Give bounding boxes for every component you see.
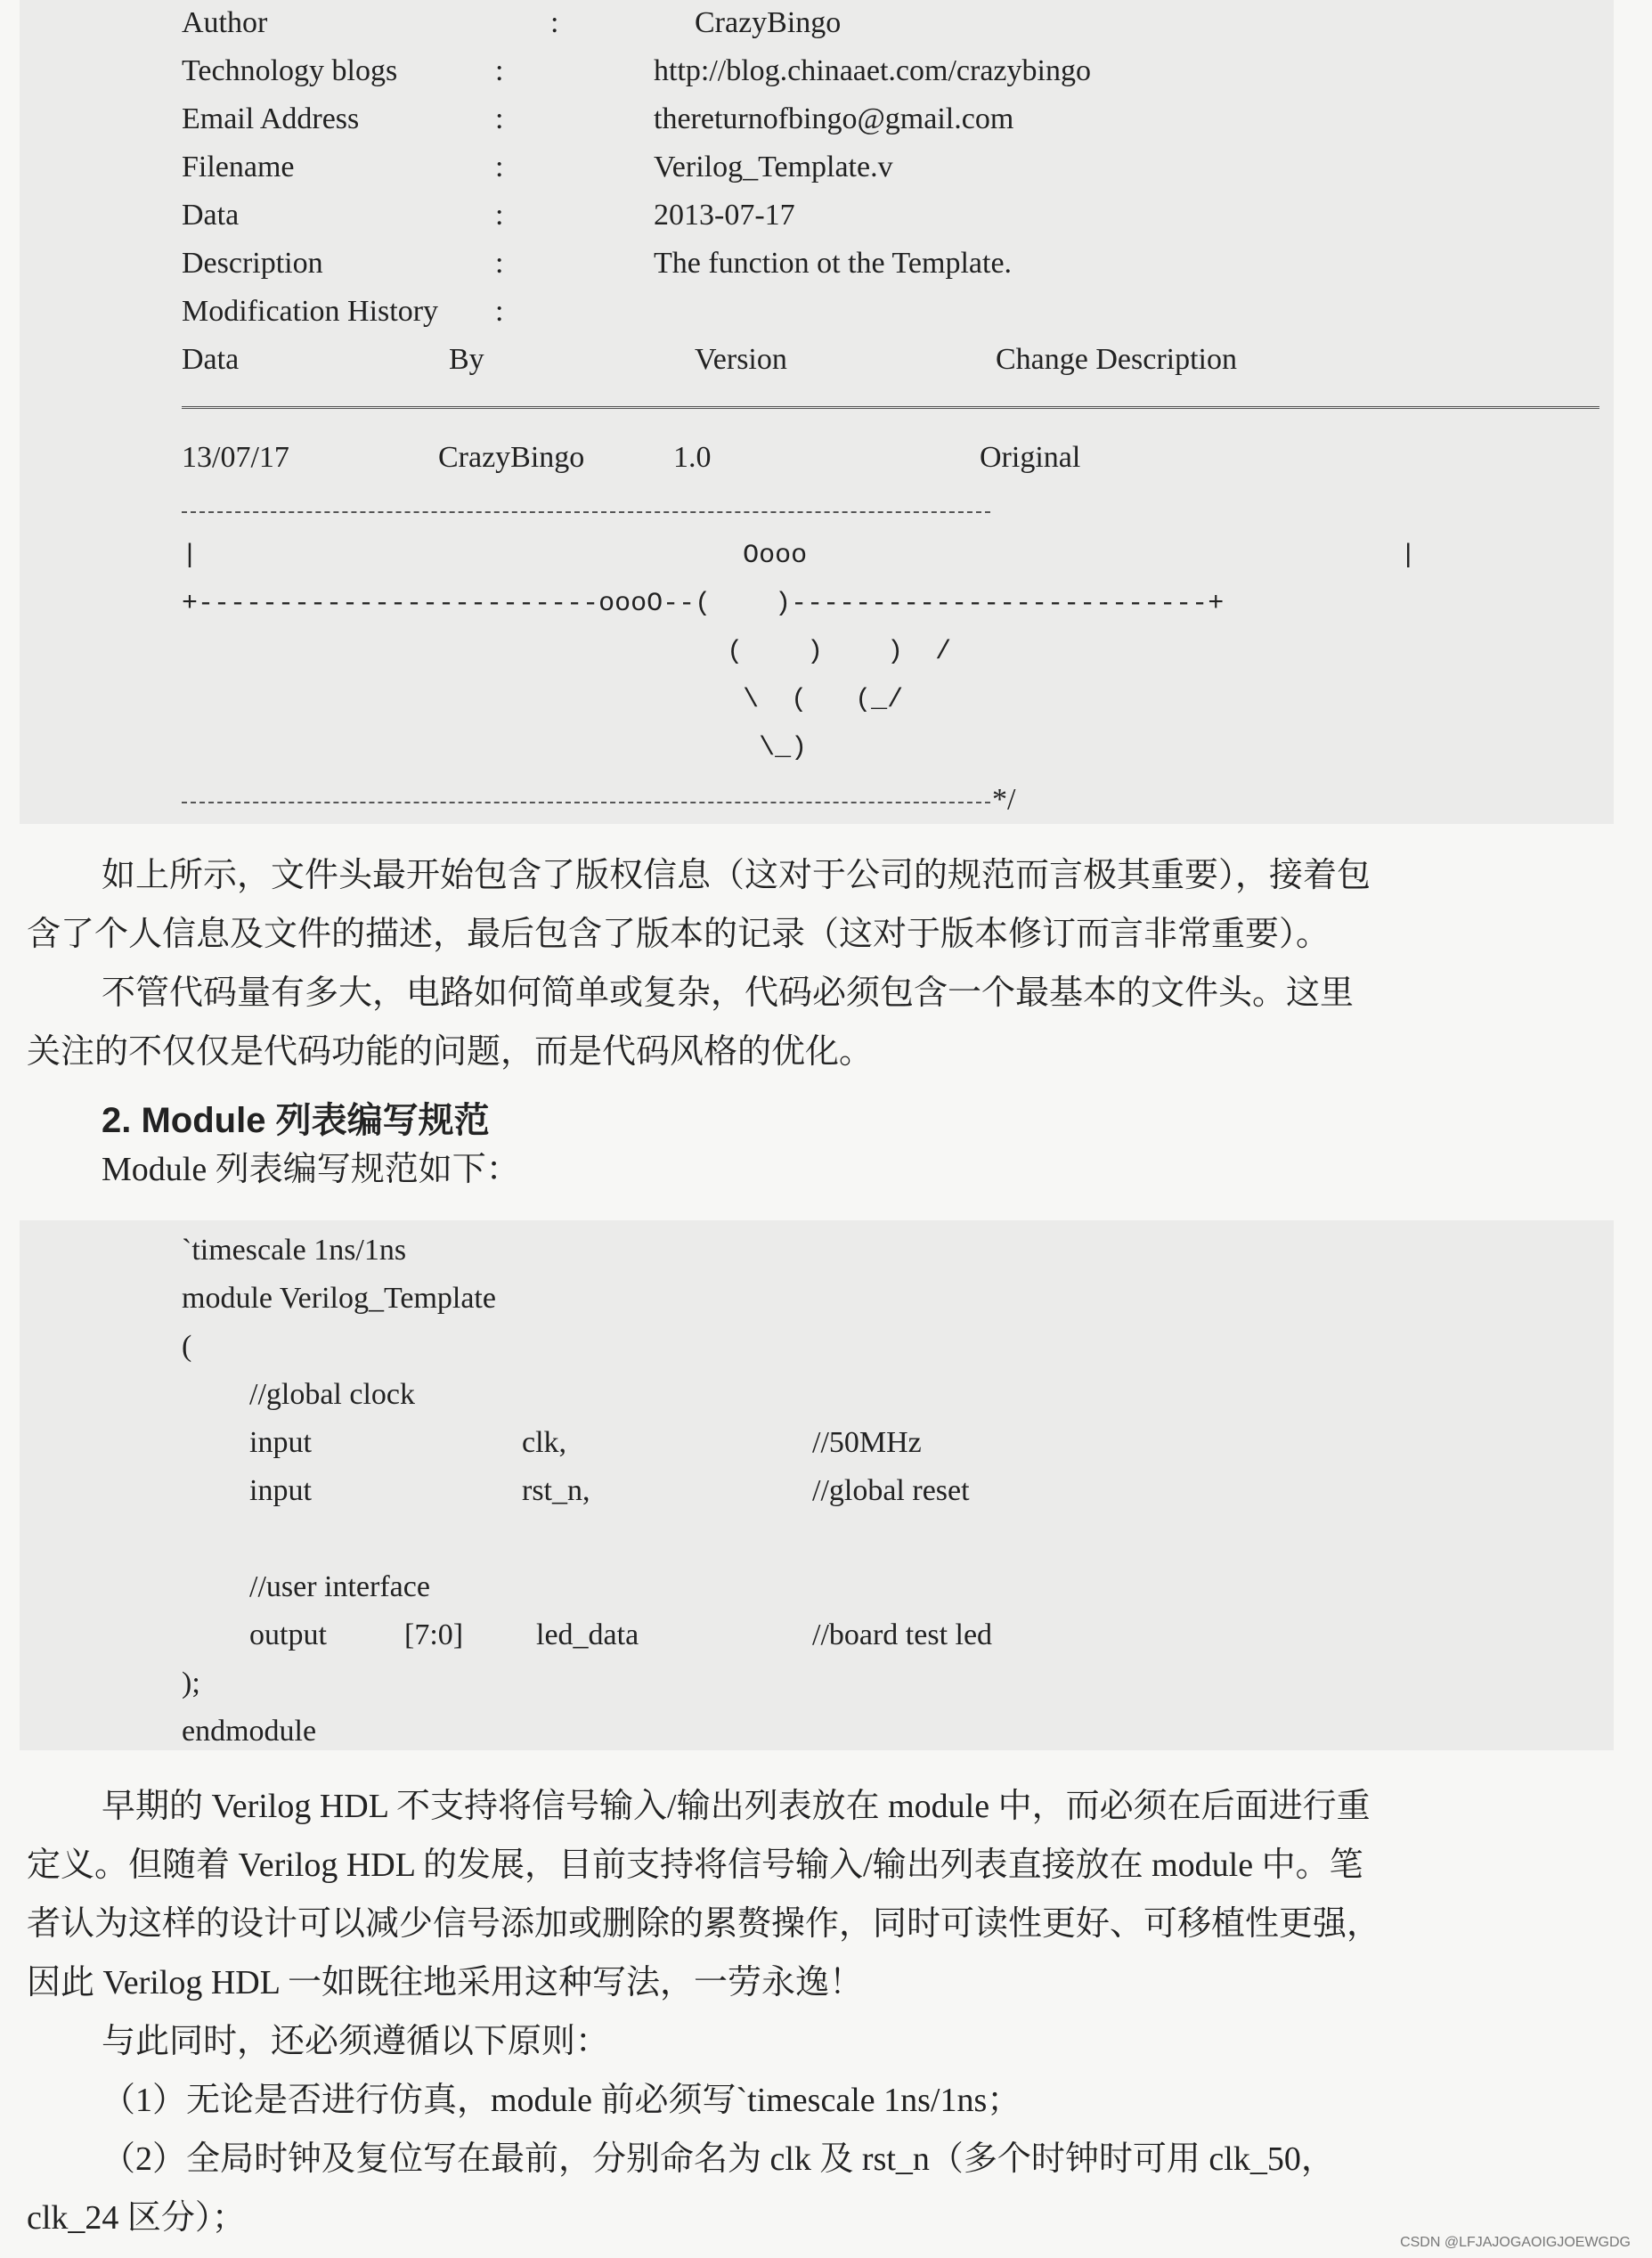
code-port-width: [7:0] bbox=[404, 1618, 464, 1651]
history-cell-date: 13/07/17 bbox=[182, 441, 289, 474]
code-port-name: rst_n, bbox=[522, 1474, 590, 1507]
field-label-data: Data bbox=[182, 199, 240, 232]
code-close-paren: ); bbox=[182, 1667, 200, 1700]
code-port-comment: //50MHz bbox=[812, 1426, 922, 1459]
history-cell-author: CrazyBingo bbox=[438, 441, 585, 474]
code-comment-global: //global clock bbox=[249, 1378, 416, 1411]
code-endmodule: endmodule bbox=[182, 1715, 317, 1748]
code-port-dir: output bbox=[249, 1618, 327, 1651]
history-header-data: Data bbox=[182, 343, 240, 376]
dashed-rule bbox=[182, 511, 990, 513]
history-cell-version: 1.0 bbox=[673, 441, 712, 474]
code-port-comment: //global reset bbox=[812, 1474, 970, 1507]
double-rule bbox=[182, 406, 1599, 409]
code-module-line: module Verilog_Template bbox=[182, 1282, 496, 1315]
field-colon: : bbox=[550, 6, 559, 39]
code-comment-user: //user interface bbox=[249, 1570, 430, 1603]
paragraph-line: 与此同时，还必须遵循以下原则： bbox=[102, 2023, 610, 2060]
dashed-rule bbox=[182, 802, 990, 803]
field-colon: : bbox=[495, 199, 504, 232]
code-open-paren: ( bbox=[182, 1330, 192, 1363]
section-intro: Module 列表编写规范如下： bbox=[102, 1151, 520, 1188]
field-value-data: 2013-07-17 bbox=[654, 199, 795, 232]
field-label-description: Description bbox=[182, 247, 323, 280]
paragraph-line: 早期的 Verilog HDL 不支持将信号输入/输出列表放在 module 中，而必须在后面进行重 bbox=[102, 1788, 1371, 1825]
file-header-code-block bbox=[20, 0, 1614, 824]
field-value-filename: Verilog_Template.v bbox=[654, 151, 893, 183]
paragraph-line: 不管代码量有多大，电路如何简单或复杂，代码必须包含一个最基本的文件头。这里 bbox=[102, 974, 1355, 1012]
rule-item: clk_24 区分）； bbox=[27, 2199, 246, 2237]
code-port-comment: //board test led bbox=[812, 1618, 993, 1651]
field-label-email: Email Address bbox=[182, 102, 360, 135]
rule-item: （1）无论是否进行仿真，module 前必须写`timescale 1ns/1ns； bbox=[102, 2082, 1021, 2119]
code-port-name: led_data bbox=[536, 1618, 639, 1651]
ascii-art-line: ( ) ) / bbox=[182, 637, 952, 667]
ascii-art-line: \_) bbox=[182, 733, 808, 763]
field-colon: : bbox=[495, 151, 504, 183]
paragraph-line: 如上所示，文件头最开始包含了版权信息（这对于公司的规范而言极其重要），接着包 bbox=[102, 857, 1371, 894]
field-value-blogs: http://blog.chinaaet.com/crazybingo bbox=[654, 54, 1091, 87]
paragraph-line: 因此 Verilog HDL 一如既往地采用这种写法，一劳永逸！ bbox=[27, 1964, 864, 2001]
code-port-dir: input bbox=[249, 1474, 312, 1507]
field-colon: : bbox=[495, 295, 504, 328]
paragraph-line: 关注的不仅仅是代码功能的问题，而是代码风格的优化。 bbox=[27, 1033, 874, 1071]
field-label-modification-history: Modification History bbox=[182, 295, 439, 328]
paragraph-line: 定义。但随着 Verilog HDL 的发展，目前支持将信号输入/输出列表直接放在 module 中。笔 bbox=[27, 1846, 1363, 1884]
field-label-blogs: Technology blogs bbox=[182, 54, 398, 87]
field-value-author: CrazyBingo bbox=[695, 6, 842, 39]
rule-item: （2）全局时钟及复位写在最前，分别命名为 clk 及 rst_n（多个时钟时可用 clk_50， bbox=[102, 2140, 1335, 2178]
field-label-filename: Filename bbox=[182, 151, 295, 183]
paragraph-line: 含了个人信息及文件的描述，最后包含了版本的记录（这对于版本修订而言非常重要）。 bbox=[27, 916, 1331, 953]
history-cell-change: Original bbox=[980, 441, 1081, 474]
field-value-email: thereturnofbingo@gmail.com bbox=[654, 102, 1014, 135]
field-value-description: The function ot the Template. bbox=[654, 247, 1013, 280]
comment-end-marker: */ bbox=[992, 783, 1016, 816]
code-timescale: `timescale 1ns/1ns bbox=[182, 1234, 407, 1267]
ascii-art-line: +-------------------------oooO--( )--------------------------+ bbox=[182, 589, 1225, 619]
code-port-dir: input bbox=[249, 1426, 312, 1459]
field-colon: : bbox=[495, 54, 504, 87]
history-header-version: Version bbox=[695, 343, 787, 376]
section-heading: 2. Module 列表编写规范 bbox=[102, 1101, 490, 1140]
field-colon: : bbox=[495, 102, 504, 135]
paragraph-line: 者认为这样的设计可以减少信号添加或删除的累赘操作，同时可读性更好、可移植性更强， bbox=[27, 1905, 1381, 1943]
ascii-art-line: | Oooo | bbox=[182, 541, 1417, 571]
code-port-name: clk, bbox=[522, 1426, 567, 1459]
watermark: CSDN @LFJAJOGAOIGJOEWGDG bbox=[1400, 2235, 1631, 2250]
history-header-by: By bbox=[449, 343, 484, 376]
field-colon: : bbox=[495, 247, 504, 280]
module-code-block bbox=[20, 1220, 1614, 1750]
history-header-change-description: Change Description bbox=[996, 343, 1237, 376]
ascii-art-line: \ ( (_/ bbox=[182, 685, 904, 715]
field-label-author: Author bbox=[182, 6, 268, 39]
